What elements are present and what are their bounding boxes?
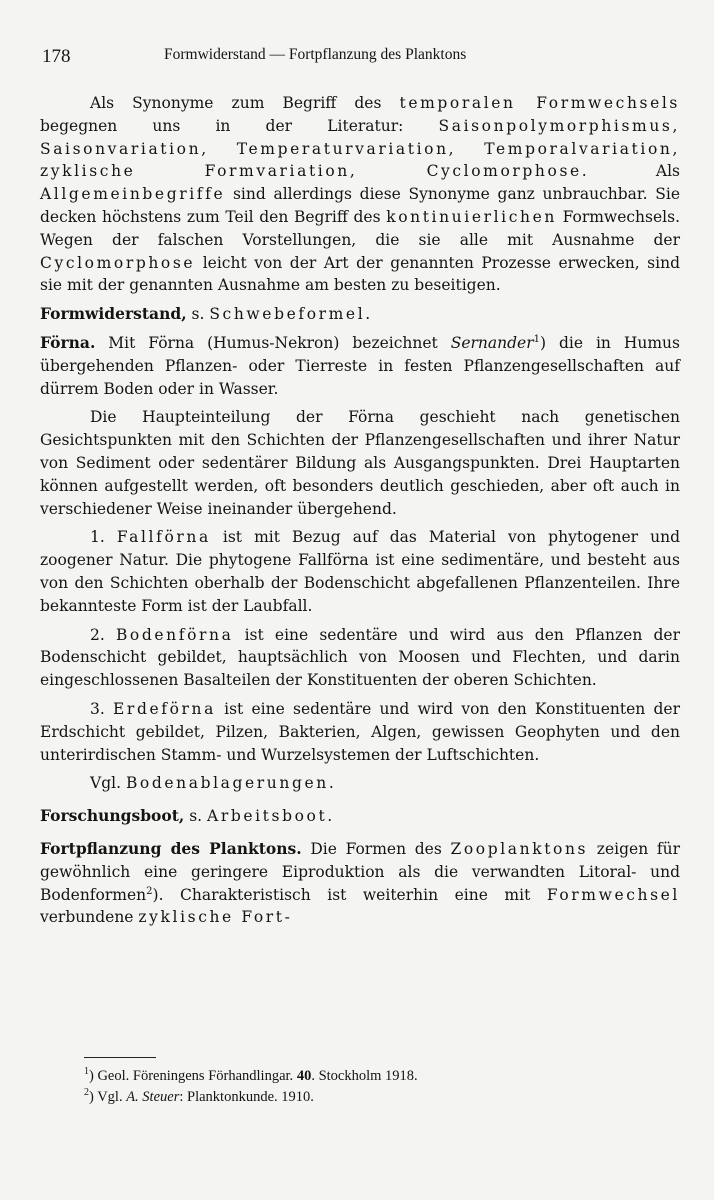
entry-heading: Formwiderstand, [40, 304, 187, 324]
list-item-bodenfoerna [40, 624, 680, 692]
spaced-term: temporalen Formwechsels [399, 94, 680, 112]
spaced-term: Zooplanktons [450, 839, 589, 858]
spaced-term-list: Saisonpolymorphismus, Saisonvariation, Temperaturvariation, Temporalvariation, zyklische Formvariation, Cyclomorphose. [40, 116, 680, 181]
list-item-erdefoerna [40, 698, 680, 766]
entry-formwiderstand [40, 303, 680, 326]
entry-foerna [40, 332, 680, 400]
footnote-1 [84, 1066, 644, 1087]
see-also-line [40, 772, 680, 795]
spaced-term: Allgemeinbegriffe [40, 185, 226, 204]
entry-heading: Förna. [40, 332, 96, 352]
text-run: ) die in Humus übergehenden Pflanzen- oder Tierreste in festen Pflanzengesellschaften auf dürrem Boden oder in Wasser. [40, 333, 680, 398]
page-body [40, 92, 680, 929]
author-name: Sernander [450, 333, 534, 352]
spaced-term: Fallförna [116, 528, 211, 547]
page-number: 178 [42, 46, 71, 67]
volume-number: 40 [296, 1068, 312, 1084]
entry-fortpflanzung [40, 838, 680, 929]
text-run: verbundene [40, 908, 139, 927]
list-item-fallfoerna [40, 526, 680, 617]
entry-heading: Forschungsboot, [40, 806, 185, 826]
footnote-marker: 1 [533, 333, 541, 345]
paragraph-haupteinteilung: Die Haupteinteilung der Förna geschieht nach genetischen Gesichtspunkten mit den Schichten der Pflanzengesellschaften und ihrer Natur von Sediment oder sedentärer Bildung als Ausgangspunkten. Drei Hauptarten können aufgestellt werden, oft besonders deutlich geschieden, aber oft auch in verschiedener Weise ineinander übergehend. [40, 408, 680, 518]
text-run: . Stockholm 1918. [311, 1068, 418, 1084]
footnotes [84, 1066, 644, 1108]
text-run: Formwechsels. Wegen der falschen Vorstellungen, die sie alle mit Ausnahme der [40, 207, 681, 249]
text-run: ist eine sedentäre und wird aus den Pflanzen der Bodenschicht gebildet, hauptsächlich von Moosen und Flechten, und darin eingeschlossenen Basalteilen der Konstituenten der oberen Schichten. [40, 625, 680, 690]
author-name: A. Steuer [126, 1089, 180, 1105]
footnote-rule [84, 1057, 156, 1058]
spaced-term: Formwechsel [546, 885, 680, 904]
text-run: Als Synonyme zum Begriff des [90, 94, 400, 112]
footnote-2 [84, 1087, 644, 1108]
item-number: 3. [90, 699, 114, 718]
cross-reference: Schwebeformel. [209, 305, 373, 324]
text-run: : Planktonkunde. 1910. [179, 1089, 314, 1105]
spaced-term: kontinuierlichen [386, 207, 557, 226]
cross-reference: Bodenablagerungen. [125, 774, 337, 793]
text-run: sind allerdings diese Synonyme ganz unbrauchbar. Sie decken höchstens zum Teil den Begriff des [40, 185, 680, 226]
item-number: 2. [90, 625, 116, 644]
spaced-term: Erdeförna [113, 699, 216, 718]
footnote-marker: 1 [84, 1066, 89, 1077]
text-run: ) Geol. Föreningens Förhandlingar. [89, 1068, 297, 1084]
text-run: Mit Förna (Humus-Nekron) bezeichnet [95, 333, 451, 352]
spaced-term: Bodenförna [115, 625, 234, 644]
text-run: Die Formen des [301, 839, 451, 858]
footnote-marker: 2 [146, 885, 153, 897]
footnote-marker: 2 [84, 1087, 89, 1098]
entry-forschungsboot [40, 805, 680, 828]
text-run: leicht von der Art der genannten Prozesse erwecken, sind sie mit der genannten Ausnahme am besten zu beseitigen. [40, 253, 680, 295]
text-run: zeigen für gewöhnlich eine geringere Eiproduktion als die verwandten Litoral- und Bodenformen [40, 839, 680, 904]
cross-reference: Arbeitsboot. [207, 807, 335, 826]
page-header [40, 46, 680, 70]
text-run: ist mit Bezug auf das Material von phytogener und zoogener Natur. Die phytogene Fallförna ist eine sedimentäre, und besteht aus von den Schichten oberhalb der Bodenschicht abgefallenen Pflanzenteilen. Ihre bekannteste Form ist der Laubfall. [40, 528, 681, 615]
text-run: ist eine sedentäre und wird von den Konstituenten der Erdschicht gebildet, Pilzen, Bakterien, Algen, gewissen Geophyten und den unterirdischen Stamm- und Wurzelsystemen der Luftschichten. [40, 699, 681, 764]
item-number: 1. [90, 528, 117, 547]
text-run: s. [186, 305, 210, 324]
text-run: begegnen uns in der Literatur: [40, 116, 439, 135]
text-run: ) Vgl. [89, 1089, 127, 1105]
spaced-term: zyklische Fort- [138, 908, 293, 927]
running-title: Formwiderstand — Fortpflanzung des Planktons [164, 46, 467, 63]
text-run: s. [184, 807, 208, 826]
spaced-term: Cyclomorphose [40, 253, 196, 272]
text-run: Vgl. [90, 774, 126, 793]
paragraph-synonyme [40, 92, 680, 297]
entry-heading: Fortpflanzung des Planktons. [40, 838, 302, 858]
text-run: ). Charakteristisch ist weiterhin eine mit [152, 885, 547, 904]
text-run: Als [589, 162, 680, 181]
